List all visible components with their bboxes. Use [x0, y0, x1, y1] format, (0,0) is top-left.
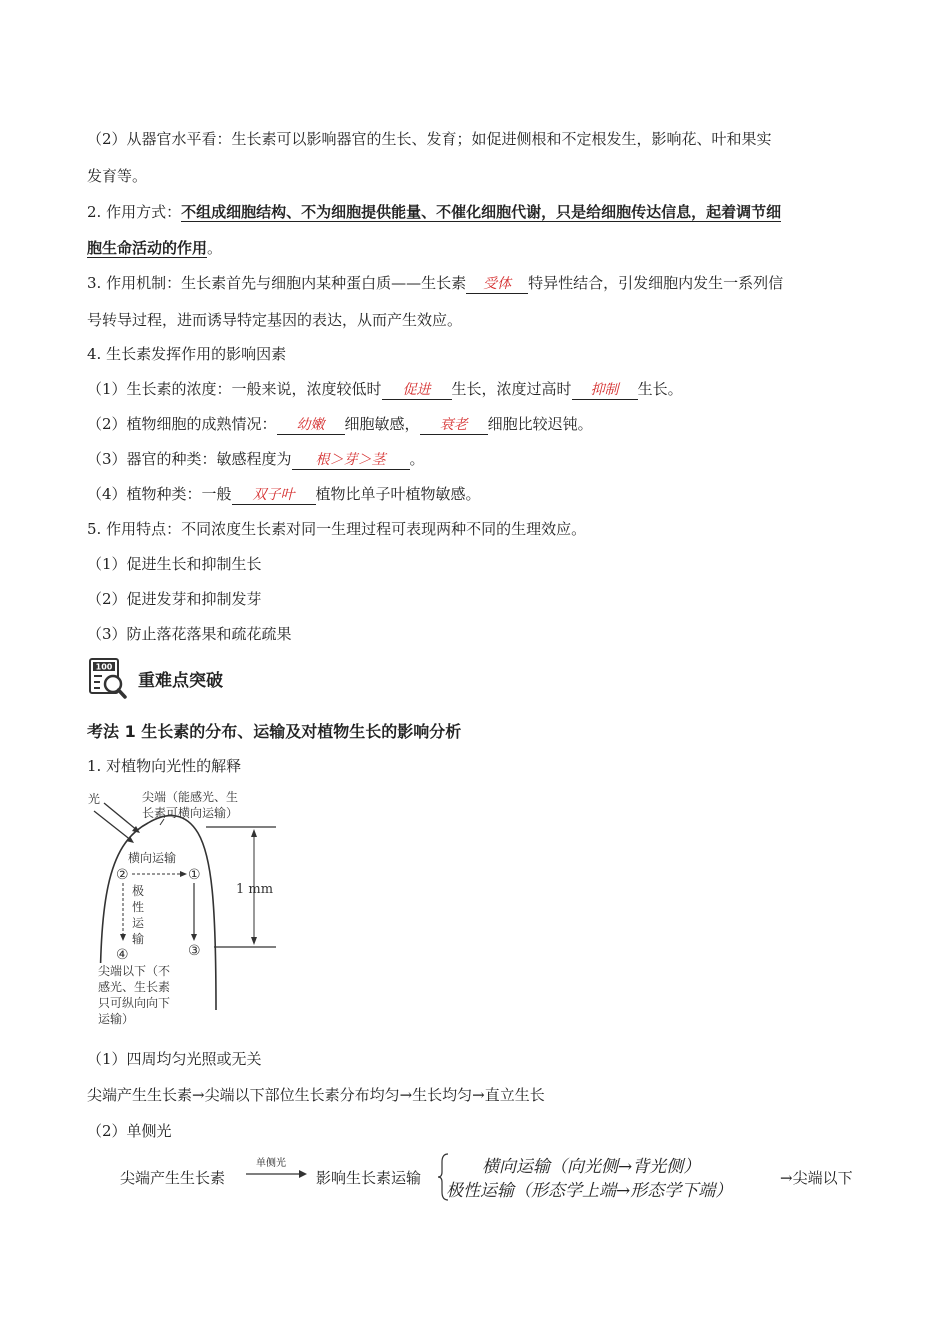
arrow-icon [244, 1168, 310, 1180]
text-line [87, 448, 425, 470]
answer-blank: 促进 [382, 381, 452, 400]
text: 3. 作用机制：生长素首先与细胞内某种蛋白质——生长素 [87, 274, 467, 292]
section-heading: 重难点突破 [138, 671, 223, 691]
text-line [87, 237, 222, 259]
text-line: （2）从器官水平看：生长素可以影响器官的生长、发育；如促进侧根和不定根发生，影响花、叶和果实 [87, 130, 772, 148]
text: 生长。 [637, 380, 683, 398]
text-line [87, 483, 481, 505]
arrow-label: 单侧光 [256, 1158, 286, 1169]
text: 特异性结合，引发细胞内发生一系列信 [528, 274, 784, 292]
icon-text: 100 [95, 662, 113, 672]
point-label: ① [188, 867, 201, 883]
tip-label: 长素可横向运输） [142, 806, 239, 820]
text-line [87, 272, 783, 294]
text: 植物比单子叶植物敏感。 [315, 485, 481, 503]
below-label: 只可纵向向下 [98, 996, 171, 1010]
answer-blank: 受体 [466, 275, 528, 294]
text-line: 4. 生长素发挥作用的影响因素 [87, 345, 287, 363]
magnifier-icon [88, 657, 128, 699]
point-label: ③ [188, 943, 201, 959]
answer-blank: 双子叶 [232, 486, 316, 505]
text: （2）植物细胞的成熟情况： [87, 415, 277, 433]
text-line: （2）单侧光 [87, 1122, 172, 1140]
flow-diagram [120, 1150, 880, 1210]
text-line [87, 378, 683, 400]
text-line [87, 413, 593, 435]
light-label: 光 [88, 792, 101, 806]
text-line: （1）促进生长和抑制生长 [87, 555, 262, 573]
point-label: ② [116, 867, 129, 883]
text: 。 [207, 239, 223, 257]
text: 生长，浓度过高时 [451, 380, 572, 398]
text-line: 号转导过程，进而诱导特定基因的表达，从而产生效应。 [87, 311, 463, 329]
label: 2. 作用方式： [87, 203, 182, 221]
point-label: ④ [116, 947, 129, 963]
lateral-label: 横向运输 [128, 851, 177, 865]
answer-blank: 抑制 [572, 381, 638, 400]
text-line [87, 201, 781, 223]
bold-underlined-text: 胞生命活动的作用 [87, 239, 208, 257]
text: 。 [409, 450, 425, 468]
bold-underlined-text: 不组成细胞结构、不为细胞提供能量、不催化细胞代谢，只是给细胞传达信息，起着调节细 [181, 203, 782, 221]
text-line: 5. 作用特点：不同浓度生长素对同一生理过程可表现两种不同的生理效应。 [87, 520, 587, 538]
flow-middle: 影响生长素运输 [316, 1169, 422, 1187]
text: （3）器官的种类：敏感程度为 [87, 450, 292, 468]
polar-label: 极 [132, 884, 145, 898]
text: （1）生长素的浓度：一般来说，浓度较低时 [87, 380, 382, 398]
scale-label: 1 mm [236, 882, 274, 897]
polar-label: 输 [132, 932, 145, 946]
text-line: 1. 对植物向光性的解释 [87, 757, 242, 775]
text-line: 发育等。 [87, 167, 148, 185]
polar-label: 运 [132, 916, 145, 930]
text-line: （2）促进发芽和抑制发芽 [87, 590, 262, 608]
flow-branch: 横向运输（向光侧→背光侧） [482, 1157, 701, 1177]
text: 细胞比较迟钝。 [487, 415, 593, 433]
answer-blank: 幼嫩 [277, 416, 345, 435]
tip-label: 尖端（能感光、生 [142, 790, 239, 804]
below-label: 运输） [98, 1012, 135, 1026]
coleoptile-diagram [86, 785, 286, 1030]
answer-blank: 根＞芽＞茎 [292, 451, 410, 470]
answer-blank: 衰老 [420, 416, 488, 435]
text: （4）植物种类：一般 [87, 485, 232, 503]
flow-branch: 极性运输（形态学上端→形态学下端） [446, 1181, 733, 1201]
text-line: （1）四周均匀光照或无关 [87, 1050, 262, 1068]
text-line: 尖端产生生长素→尖端以下部位生长素分布均匀→生长均匀→直立生长 [87, 1086, 545, 1104]
below-label: 感光、生长素 [98, 980, 171, 994]
section-title: 考法 1 生长素的分布、运输及对植物生长的影响分析 [87, 722, 462, 741]
text-line: （3）防止落花落果和疏花疏果 [87, 625, 292, 643]
polar-label: 性 [132, 900, 145, 914]
text: 细胞敏感， [344, 415, 420, 433]
flow-end: →尖端以下 [780, 1169, 853, 1187]
below-label: 尖端以下（不 [98, 964, 171, 978]
flow-start: 尖端产生生长素 [120, 1169, 226, 1187]
